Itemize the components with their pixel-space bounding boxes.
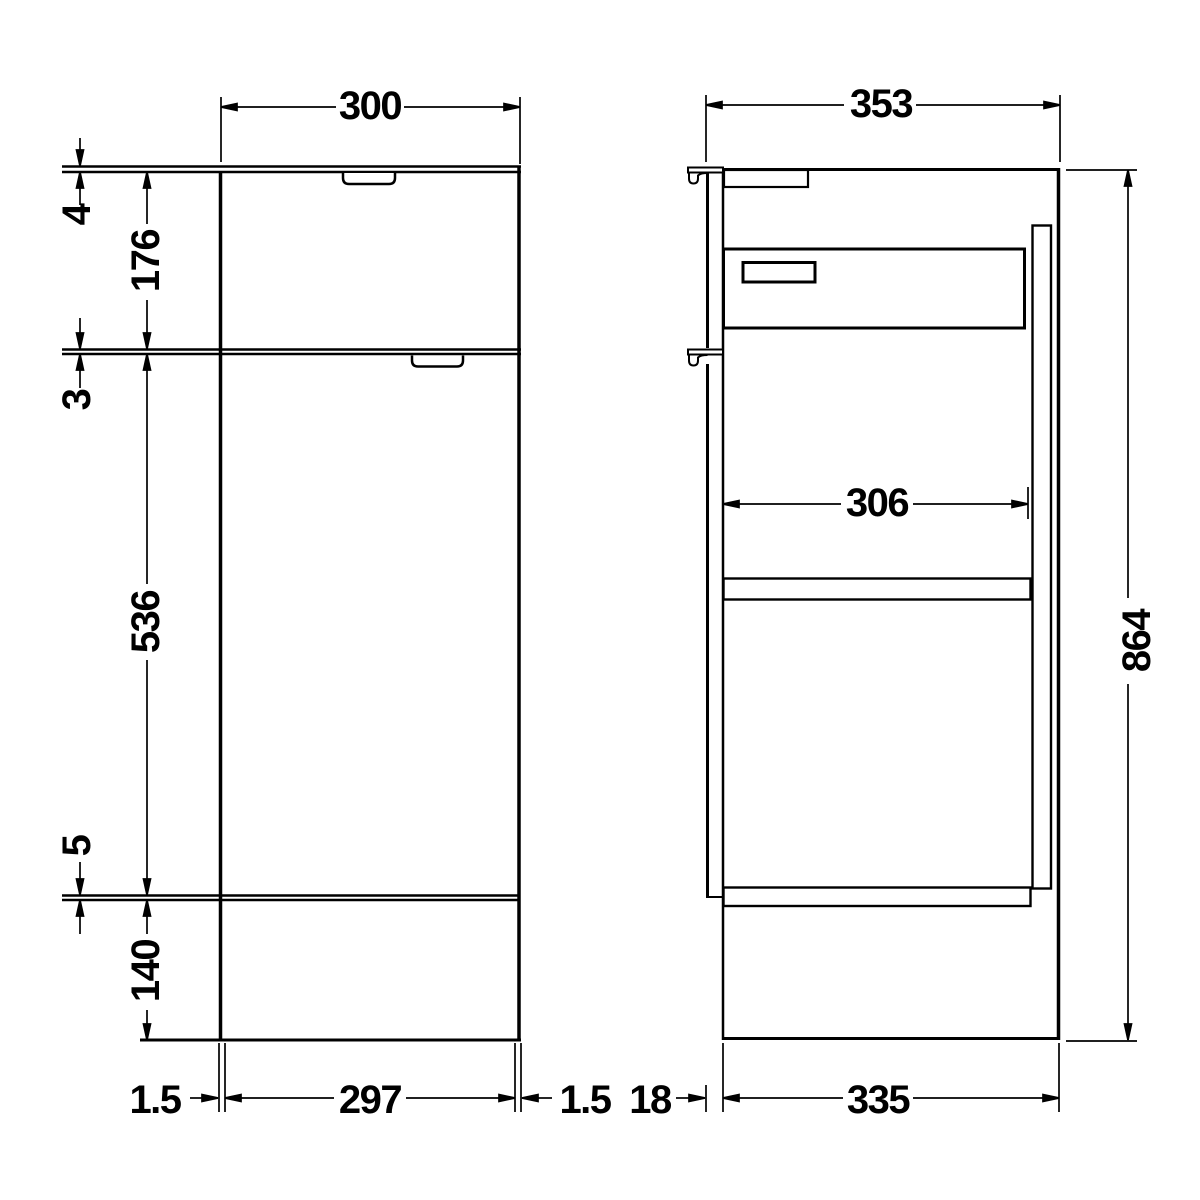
internal-shelf (724, 579, 1031, 600)
dim-label-front-thickness: 18 (629, 1078, 671, 1122)
dim-label-left-side-panel: 1.5 (129, 1078, 181, 1122)
dim-label-internal-depth: 306 (845, 481, 909, 525)
drawer-box (724, 249, 1025, 328)
dim-label-right-side-panel: 1.5 (559, 1078, 611, 1122)
dim-label-worktop-thickness: 4 (55, 204, 99, 226)
bottom-panel (724, 888, 1031, 907)
drawer-handle-profile-bar (688, 168, 723, 173)
dim-label-drawer-door-gap: 3 (55, 389, 99, 411)
dim-label-plinth-height: 140 (124, 939, 168, 1003)
dim-label-door-width: 297 (338, 1078, 402, 1122)
dim-label-plinth-gap: 5 (55, 835, 99, 857)
door-handle-recess (412, 356, 463, 367)
back-panel (1033, 226, 1052, 889)
front-top-rail (724, 170, 808, 187)
drawer-box-runner (743, 263, 815, 283)
drawer-handle-recess (343, 173, 395, 184)
dim-label-drawer-front-height: 176 (124, 229, 168, 293)
door-handle-profile-bar (688, 350, 723, 355)
dim-label-door-height: 536 (124, 590, 168, 654)
dim-label-overall-width: 300 (338, 84, 402, 128)
dim-label-overall-height: 864 (1115, 609, 1159, 673)
dim-label-body-depth: 335 (846, 1078, 910, 1122)
dim-label-overall-depth: 353 (849, 82, 913, 126)
